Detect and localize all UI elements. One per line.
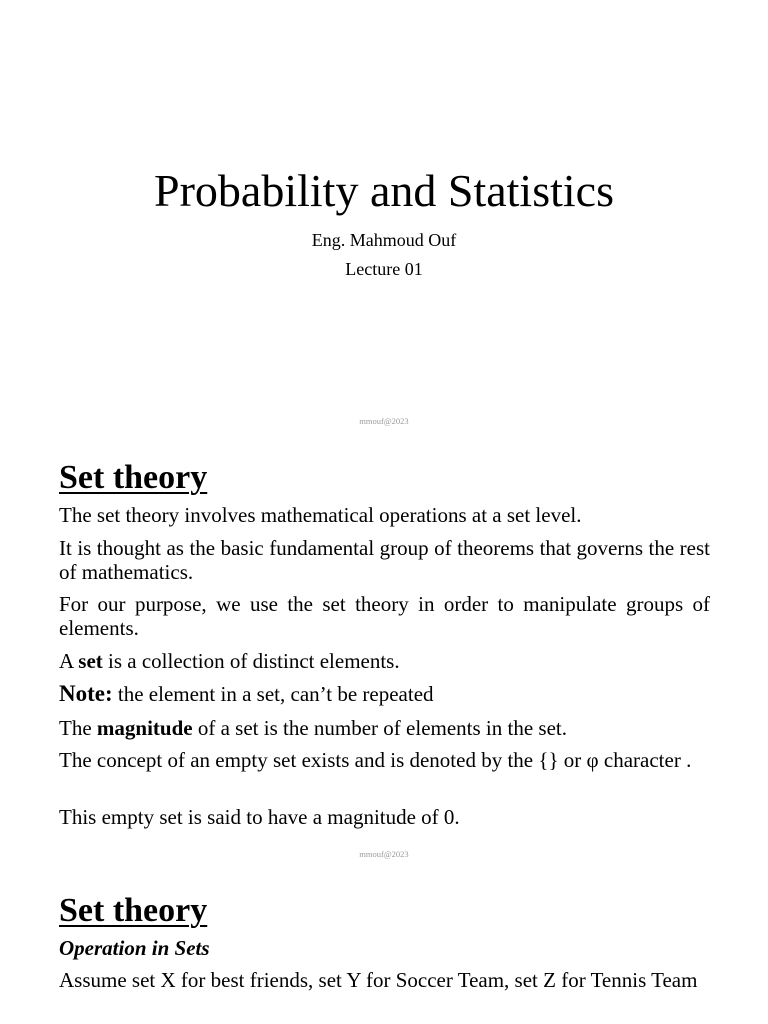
- paragraph: This empty set is said to have a magnitude of 0.: [59, 805, 460, 829]
- paragraph: For our purpose, we use the set theory in order to manipulate groups of elements.: [59, 592, 710, 640]
- paragraph: Assume set X for best friends, set Y for Soccer Team, set Z for Tennis Team: [59, 968, 698, 992]
- set-definition-paragraph: [59, 649, 710, 673]
- note-label: Note:: [59, 681, 113, 706]
- paragraph: The concept of an empty set exists and is denoted by the {} or φ character .: [59, 748, 692, 772]
- presentation-title: Probability and Statistics: [154, 165, 614, 216]
- bold-term-magnitude: magnitude: [96, 716, 193, 740]
- text-span: the element in a set, can’t be repeated: [112, 682, 434, 706]
- title-slide: [0, 0, 768, 432]
- text-span: The: [59, 716, 97, 740]
- slide-footer: mmouf@2023: [359, 849, 409, 859]
- text-span: A: [59, 649, 79, 673]
- slide-footer: mmouf@2023: [359, 416, 409, 426]
- lecture-number: Lecture 01: [345, 259, 423, 279]
- paragraph: It is thought as the basic fundamental group of theorems that governs the rest of mathematics.: [59, 536, 710, 584]
- note-paragraph: [59, 682, 710, 706]
- author-name: Eng. Mahmoud Ouf: [311, 230, 457, 250]
- text-span: of a set is the number of elements in the set.: [192, 716, 567, 740]
- bold-term-set: set: [78, 649, 103, 673]
- slide-title: Set theory: [59, 892, 208, 929]
- magnitude-paragraph: [59, 716, 710, 740]
- set-theory-slide: [0, 432, 768, 864]
- set-operations-slide: [0, 864, 768, 1024]
- paragraph: The set theory involves mathematical operations at a set level.: [59, 503, 582, 527]
- slide-title: Set theory: [59, 459, 208, 496]
- text-span: is a collection of distinct elements.: [102, 649, 400, 673]
- slide-subheading: Operation in Sets: [59, 936, 210, 960]
